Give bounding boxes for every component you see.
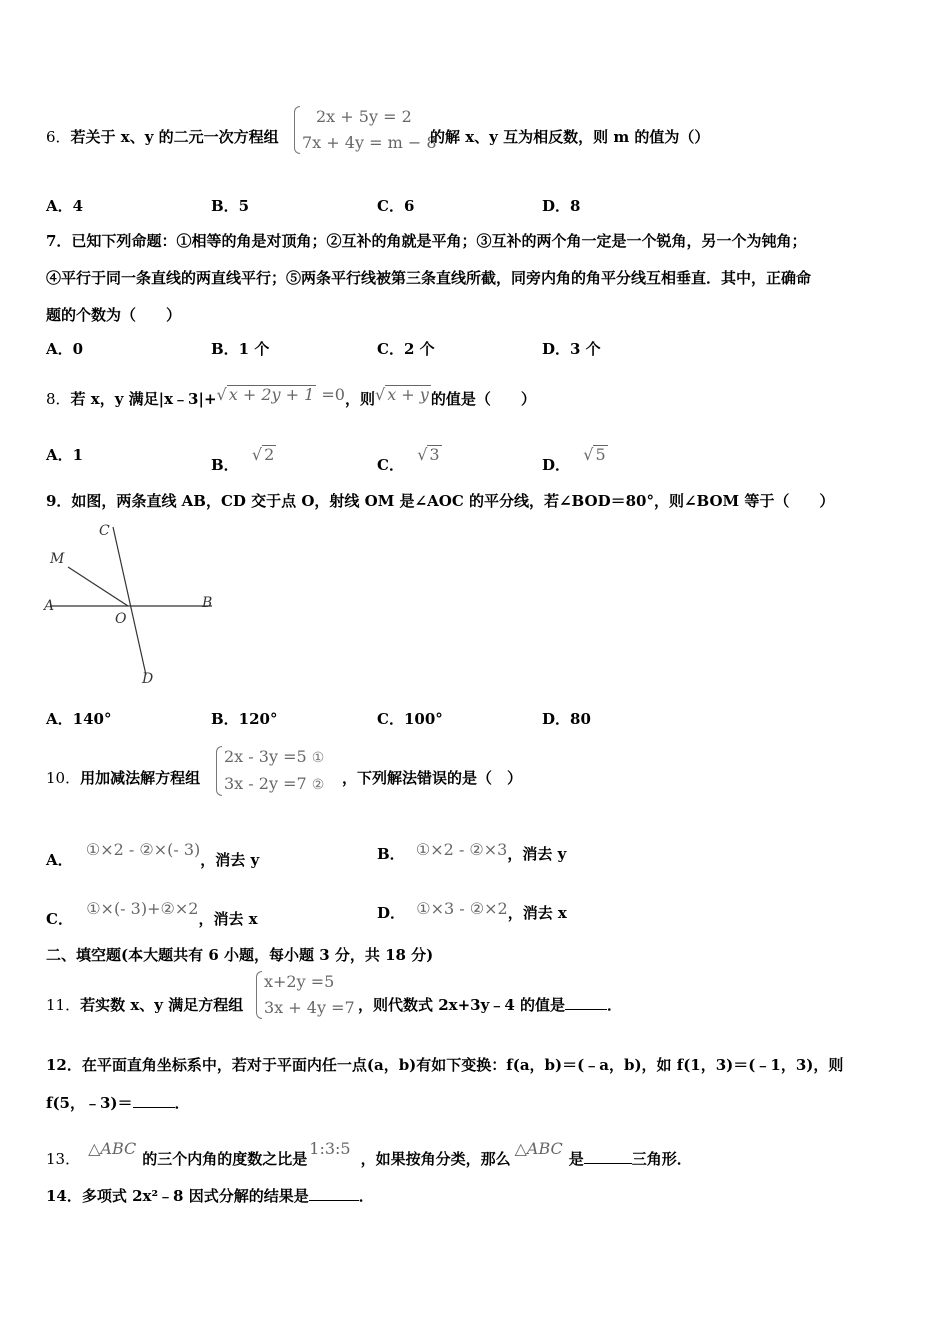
q12-answer-blank[interactable] — [133, 1107, 175, 1108]
q7-option-a: A．0 — [46, 340, 84, 358]
q8-option-d-value: √ 5 — [583, 445, 606, 464]
q13-ratio: 1:3:5 — [309, 1139, 351, 1158]
q6-option-c: C．6 — [377, 197, 415, 215]
q7-option-c: C．2 个 — [377, 340, 435, 358]
label-m: M — [50, 551, 65, 567]
q9-text: 9．如图，两条直线 AB，CD 交于点 O，射线 OM 是∠AOC 的平分线，若∠BOD＝80°，则∠BOM 等于（ ） — [46, 492, 835, 510]
q13-answer-blank[interactable] — [584, 1163, 632, 1164]
q11: 11．若实数 x、y 满足方程组 — [46, 996, 244, 1014]
q11-question-tail: ，则代数式 2x+3y﹣4 的值是 ． — [358, 996, 622, 1014]
label-c: C — [99, 523, 110, 539]
q11-answer-blank[interactable] — [565, 1009, 607, 1010]
q7-line-3: 题的个数为（ ） — [46, 306, 182, 324]
ray-om — [68, 567, 128, 606]
q14-answer-blank[interactable] — [309, 1200, 359, 1201]
q7-option-b: B．1 个 — [211, 340, 270, 358]
q6-option-a: A．4 — [46, 197, 84, 215]
q6-equation-system: 2x + 5y = 2 7x + 4y = m − 8 — [294, 104, 437, 156]
q12-line-1: 12．在平面直角坐标系中，若对于平面内任一点(a，b)有如下变换：f(a，b)＝(﹣a，b)，如 f(1，3)＝(﹣1，3)，则 — [46, 1056, 844, 1074]
q10-option-a: A． ①×2 - ②×(- 3)，消去 y — [46, 840, 260, 869]
q8-sqrt-2: √ x + y — [374, 385, 429, 404]
line-cd — [113, 527, 146, 675]
q8-sqrt-1: √ x + 2y + 1 — [216, 385, 315, 404]
q8-option-b-value: √ 2 — [251, 445, 275, 464]
q7-option-d: D．3 个 — [542, 340, 601, 358]
q13-triangle-1: △ABC — [88, 1139, 137, 1158]
q10: 10．用加减法解方程组 — [46, 769, 201, 787]
q10-option-c: C． ①×(- 3)+②×2，消去 x — [46, 899, 258, 928]
q8-option-c: C． √ 3 — [377, 445, 440, 474]
q8-option-a: A．1 — [46, 446, 84, 464]
q8-option-b: B． √ 2 — [211, 445, 275, 474]
q6-option-b: B．5 — [211, 197, 250, 215]
q6-option-d: D．8 — [542, 197, 581, 215]
q7-line-1: 7．已知下列命题：①相等的角是对顶角；②互补的角就是平角；③互补的两个角一定是一个锐角，另一个为钝角； — [46, 232, 807, 250]
q9-option-d: D．80 — [542, 710, 591, 728]
q12-line-2: f(5，﹣3)＝ ． — [46, 1094, 190, 1112]
q9-figure — [40, 515, 230, 690]
q8-option-d: D． √ 5 — [542, 445, 606, 474]
section-2-heading: 二、填空题(本大题共有 6 小题，每小题 3 分，共 18 分) — [46, 946, 434, 964]
q10-option-b: B． ①×2 - ②×3，消去 y — [377, 840, 567, 863]
label-b: B — [202, 595, 213, 611]
label-o: O — [115, 611, 127, 627]
q11-equation-system: x+2y =5 3x + 4y =7 — [256, 969, 355, 1021]
q8-option-c-value: √ 3 — [417, 445, 440, 464]
label-a: A — [44, 598, 55, 614]
q9-option-a: A．140° — [46, 710, 112, 728]
q10-equation-system: 2x - 3y =5 ① 3x - 2y =7 ② — [216, 744, 324, 798]
q7-line-2: ④平行于同一条直线的两直线平行；⑤两条平行线被第三条直线所截，同旁内角的角平分线互相垂直．其中，正确命 — [46, 269, 812, 287]
label-d: D — [142, 671, 154, 687]
q14: 14．多项式 2x²﹣8 因式分解的结果是 ． — [46, 1187, 374, 1205]
q9-option-c: C．100° — [377, 710, 443, 728]
q9-option-b: B．120° — [211, 710, 278, 728]
q10-question-tail: ，下列解法错误的是（ ） — [342, 769, 523, 787]
q6-question-tail: 的解 x、y 互为相反数，则 m 的值为（） — [430, 128, 710, 146]
q6: 6．若关于 x、y 的二元一次方程组 — [46, 128, 279, 146]
q10-option-d: D． ①×3 - ②×2，消去 x — [377, 899, 567, 922]
q13-triangle-2: △ABC — [514, 1139, 563, 1158]
q13: 13．△ABC的三个内角的度数之比是1:3:5，如果按角分类，那么△ABC是 三角形． — [46, 1139, 692, 1168]
q8: 8．若 x，y 满足|x﹣3|+√ x + 2y + 1 =0，则√ x + y 的值是（ ） — [46, 385, 536, 408]
